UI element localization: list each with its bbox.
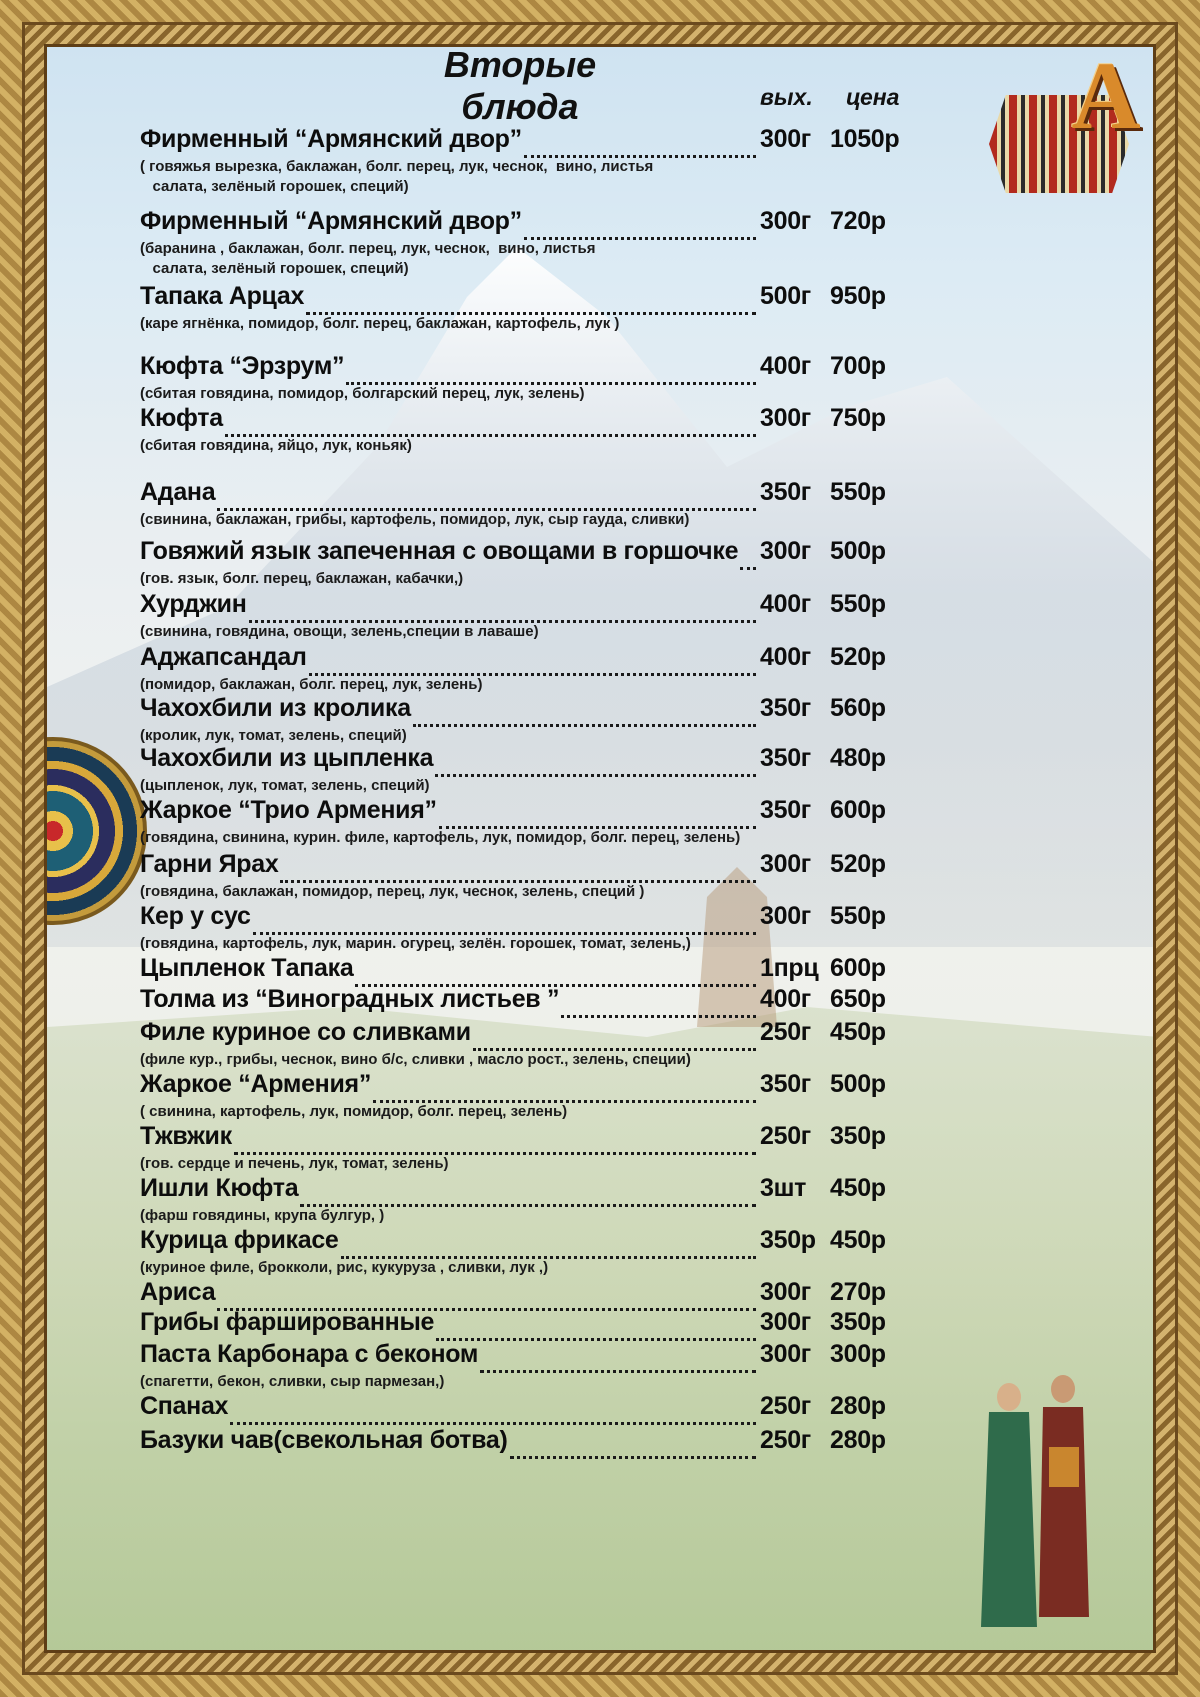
menu-item xyxy=(140,1340,960,1392)
page-title: Вторые блюда xyxy=(443,44,597,127)
menu-item-name: Адана xyxy=(140,478,216,506)
menu-item-description: (сбитая говядина, яйцо, лук, коньяк) xyxy=(140,437,412,454)
menu-item-price: 600р xyxy=(830,954,886,982)
menu-item-name: Хурджин xyxy=(140,590,247,618)
menu-item-row xyxy=(140,1392,960,1424)
menu-item-price: 450р xyxy=(830,1174,886,1202)
dot-leader xyxy=(309,643,756,676)
menu-item-name: Базуки чав(свекольная ботва) xyxy=(140,1426,508,1454)
dot-leader xyxy=(373,1070,756,1103)
menu-item-yield: 300г xyxy=(760,125,811,153)
menu-item xyxy=(140,902,960,954)
menu-item-row xyxy=(140,1426,960,1458)
menu-item-price: 280р xyxy=(830,1392,886,1420)
menu-item-name: Паста Карбонара с беконом xyxy=(140,1340,479,1368)
dot-leader xyxy=(234,1122,756,1155)
logo-letter-icon: А xyxy=(1071,42,1141,149)
menu-item-name: Гарни Ярах xyxy=(140,850,279,878)
menu-item-name: Жаркое “Трио Армения” xyxy=(140,796,437,824)
dot-leader xyxy=(346,352,756,385)
menu-item-row xyxy=(140,352,960,384)
menu-item-price: 1050р xyxy=(830,125,900,153)
menu-item-name: Кер у сус xyxy=(140,902,251,930)
menu-item-price: 520р xyxy=(830,850,886,878)
menu-item xyxy=(140,1122,960,1174)
menu-item-name: Фирменный “Армянский двор” xyxy=(140,125,522,153)
menu-item-description: (говядина, свинина, курин. филе, картофель, лук, помидор, болг. перец, зелень) xyxy=(140,829,741,846)
menu-item-name: Аджапсандал xyxy=(140,643,307,671)
dot-leader xyxy=(473,1018,756,1051)
dot-leader xyxy=(561,985,756,1018)
menu-item xyxy=(140,954,960,986)
menu-item-name: Чахохбили из кролика xyxy=(140,694,411,722)
column-price-header: цена xyxy=(846,84,900,110)
menu-item-yield: 250г xyxy=(760,1018,811,1046)
menu-item-description: (цыпленок, лук, томат, зелень, специй) xyxy=(140,777,430,794)
menu-item-description: (сбитая говядина, помидор, болгарский перец, лук, зелень) xyxy=(140,385,585,402)
menu-item-price: 550р xyxy=(830,902,886,930)
menu-item-row xyxy=(140,954,960,986)
menu-item xyxy=(140,1426,960,1458)
menu-item xyxy=(140,643,960,695)
menu-item-price: 750р xyxy=(830,404,886,432)
menu-item-price: 550р xyxy=(830,478,886,506)
menu-item-price: 700р xyxy=(830,352,886,380)
menu-item-name: Говяжий язык запеченная с овощами в горшочке xyxy=(140,537,739,565)
menu-item-name: Филе куриное со сливками xyxy=(140,1018,471,1046)
menu-item-yield: 350г xyxy=(760,1070,811,1098)
menu-item-yield: 3шт xyxy=(760,1174,807,1202)
menu-item-yield: 300г xyxy=(760,1340,811,1368)
menu-item-description: (гов. язык, болг. перец, баклажан, кабачки,) xyxy=(140,570,464,587)
menu-item-name: Ариса xyxy=(140,1278,216,1306)
menu-item-price: 650р xyxy=(830,985,886,1013)
menu-item-description: (филе кур., грибы, чеснок, вино б/с, сливки , масло рост., зелень, специи) xyxy=(140,1051,691,1068)
menu-item-name: Грибы фаршированные xyxy=(140,1308,435,1336)
menu-item-description: (гов. сердце и печень, лук, томат, зелень) xyxy=(140,1155,449,1172)
dot-leader xyxy=(230,1392,756,1425)
menu-item-description: (спагетти, бекон, сливки, сыр пармезан,) xyxy=(140,1373,445,1390)
menu-item-name: Курица фрикасе xyxy=(140,1226,339,1254)
menu-item-description: (свинина, баклажан, грибы, картофель, помидор, лук, сыр гауда, сливки) xyxy=(140,511,690,528)
menu-item-name: Кюфта “Эрзрум” xyxy=(140,352,345,380)
menu-item xyxy=(140,1226,960,1278)
menu-item-name: Жаркое “Армения” xyxy=(140,1070,372,1098)
menu-item-row xyxy=(140,1174,960,1206)
dot-leader xyxy=(524,125,756,158)
menu-item xyxy=(140,1018,960,1070)
menu-item xyxy=(140,1278,960,1310)
menu-item-row xyxy=(140,643,960,675)
dot-leader xyxy=(439,796,756,829)
dot-leader xyxy=(253,902,756,935)
menu-item-name: Тапака Арцах xyxy=(140,282,305,310)
menu-item xyxy=(140,125,960,197)
menu-item-name: Ишли Кюфта xyxy=(140,1174,299,1202)
menu-item-price: 500р xyxy=(830,1070,886,1098)
dot-leader xyxy=(217,1278,756,1311)
menu-item-yield: 300г xyxy=(760,850,811,878)
menu-item-yield: 250г xyxy=(760,1122,811,1150)
dot-leader xyxy=(524,207,756,240)
menu-item-row xyxy=(140,744,960,776)
menu-item-row xyxy=(140,537,960,569)
menu-item-row xyxy=(140,694,960,726)
menu-item-row xyxy=(140,985,960,1017)
menu-item-yield: 350г xyxy=(760,478,811,506)
menu-item xyxy=(140,404,960,456)
menu-item-description: (каре ягнёнка, помидор, болг. перец, баклажан, картофель, лук ) xyxy=(140,315,620,332)
menu-item xyxy=(140,590,960,642)
dot-leader xyxy=(225,404,756,437)
menu-item xyxy=(140,985,960,1017)
menu-item-price: 350р xyxy=(830,1122,886,1150)
menu-item-price: 280р xyxy=(830,1426,886,1454)
menu-item-name: Фирменный “Армянский двор” xyxy=(140,207,522,235)
menu-item-yield: 250г xyxy=(760,1392,811,1420)
menu-item-price: 550р xyxy=(830,590,886,618)
dot-leader xyxy=(510,1426,757,1459)
menu-item-description: (свинина, говядина, овощи, зелень,специи в лаваше) xyxy=(140,623,539,640)
menu-item xyxy=(140,478,960,530)
menu-item-row xyxy=(140,1278,960,1310)
menu-item xyxy=(140,796,960,848)
menu-item-description: (кролик, лук, томат, зелень, специй) xyxy=(140,727,407,744)
menu-item-price: 300р xyxy=(830,1340,886,1368)
menu-item-yield: 400г xyxy=(760,352,811,380)
dot-leader xyxy=(436,1308,756,1341)
menu-item-description: (фарш говядины, крупа булгур, ) xyxy=(140,1207,385,1224)
menu-item xyxy=(140,850,960,902)
menu-item-yield: 300г xyxy=(760,902,811,930)
dot-leader xyxy=(480,1340,756,1373)
menu-item-yield: 250г xyxy=(760,1426,811,1454)
menu-item-price: 450р xyxy=(830,1018,886,1046)
menu-item xyxy=(140,694,960,746)
menu-item xyxy=(140,744,960,796)
menu-item-name: Спанах xyxy=(140,1392,229,1420)
dot-leader xyxy=(413,694,756,727)
menu-item-row xyxy=(140,850,960,882)
menu-item-description: (говядина, баклажан, помидор, перец, лук, чеснок, зелень, специй ) xyxy=(140,883,645,900)
menu-item xyxy=(140,1174,960,1226)
people-illustration xyxy=(977,1367,1097,1637)
dot-leader xyxy=(306,282,756,315)
menu-item-yield: 400г xyxy=(760,643,811,671)
menu-item-yield: 350г xyxy=(760,796,811,824)
dot-leader xyxy=(435,744,756,777)
menu-item-yield: 350р xyxy=(760,1226,816,1254)
menu-item-row xyxy=(140,1018,960,1050)
menu-item-name: Цыпленок Тапака xyxy=(140,954,354,982)
menu-item xyxy=(140,207,960,279)
menu-item-yield: 300г xyxy=(760,207,811,235)
menu-item-row xyxy=(140,207,960,239)
menu-item-description: (баранина , баклажан, болг. перец, лук, чеснок, вино, листья салата, зелёный горошек, специй) xyxy=(140,240,596,277)
menu-item-price: 480р xyxy=(830,744,886,772)
menu-item-price: 600р xyxy=(830,796,886,824)
dot-leader xyxy=(341,1226,756,1259)
menu-item-row xyxy=(140,282,960,314)
menu-item-price: 270р xyxy=(830,1278,886,1306)
menu-item-description: ( говяжья вырезка, баклажан, болг. перец, лук, чеснок, вино, листья салата, зелёный горошек, специй) xyxy=(140,158,654,195)
dot-leader xyxy=(249,590,756,623)
dot-leader xyxy=(280,850,756,883)
menu-item-price: 520р xyxy=(830,643,886,671)
menu-item xyxy=(140,352,960,404)
dot-leader xyxy=(300,1174,756,1207)
menu-item-yield: 350г xyxy=(760,694,811,722)
menu-item-yield: 400г xyxy=(760,590,811,618)
menu-item-price: 500р xyxy=(830,537,886,565)
menu-item-row xyxy=(140,1340,960,1372)
column-yield-header: вых. xyxy=(760,84,813,110)
menu-item-name: Кюфта xyxy=(140,404,223,432)
menu-item-row xyxy=(140,590,960,622)
menu-item-yield: 300г xyxy=(760,404,811,432)
menu-item-row xyxy=(140,404,960,436)
menu-item-description: (куриное филе, брокколи, рис, кукуруза , сливки, лук ,) xyxy=(140,1259,549,1276)
menu-item-row xyxy=(140,902,960,934)
menu-item-price: 950р xyxy=(830,282,886,310)
menu-item-yield: 300г xyxy=(760,537,811,565)
menu-item-price: 450р xyxy=(830,1226,886,1254)
menu-item-row xyxy=(140,125,960,157)
menu-item-yield: 500г xyxy=(760,282,811,310)
dot-leader xyxy=(740,537,756,570)
menu-item-yield: 350г xyxy=(760,744,811,772)
menu-item-name: Чахохбили из цыпленка xyxy=(140,744,434,772)
menu-item xyxy=(140,1308,960,1340)
menu-item-row xyxy=(140,1122,960,1154)
menu-item-price: 350р xyxy=(830,1308,886,1336)
menu-item-price: 560р xyxy=(830,694,886,722)
menu-item-yield: 400г xyxy=(760,985,811,1013)
menu-item-description: (помидор, баклажан, болг. перец, лук, зелень) xyxy=(140,676,483,693)
menu-item-yield: 300г xyxy=(760,1278,811,1306)
menu-item-price: 720р xyxy=(830,207,886,235)
menu-item-row xyxy=(140,1226,960,1258)
menu-item-description: (говядина, картофель, лук, марин. огурец, зелён. горошек, томат, зелень,) xyxy=(140,935,691,952)
menu-item-yield: 300г xyxy=(760,1308,811,1336)
menu-item-row xyxy=(140,478,960,510)
menu-item-row xyxy=(140,1070,960,1102)
dot-leader xyxy=(217,478,756,511)
menu-item-row xyxy=(140,796,960,828)
menu-item-name: Толма из “Виноградных листьев ” xyxy=(140,985,560,1013)
menu-item-name: Тжвжик xyxy=(140,1122,232,1150)
menu-item-yield: 1прц xyxy=(760,954,819,982)
dot-leader xyxy=(355,954,756,987)
menu-item-description: ( свинина, картофель, лук, помидор, болг. перец, зелень) xyxy=(140,1103,568,1120)
menu-item xyxy=(140,537,960,589)
menu-item xyxy=(140,1392,960,1424)
menu-item xyxy=(140,1070,960,1122)
menu-item xyxy=(140,282,960,334)
menu-item-row xyxy=(140,1308,960,1340)
